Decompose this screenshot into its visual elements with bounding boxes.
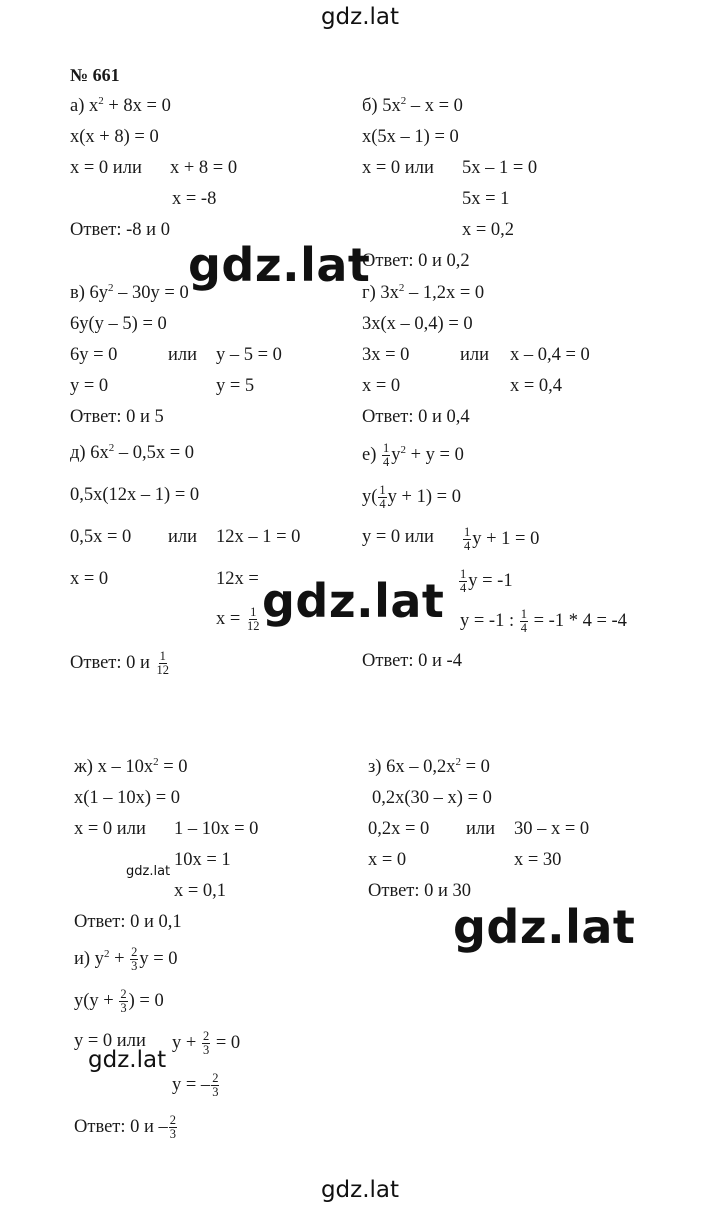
watermark-bottom: gdz.lat: [320, 1177, 400, 1203]
g-line-2: 3x(x – 0,4) = 0: [362, 314, 473, 334]
v-line-1: в) $6y^2 - 30y = 0$: [70, 282, 189, 303]
watermark-big-1: gdz.lat: [188, 238, 371, 292]
b-line-1: б) $5x^2 - x = 0$: [362, 95, 463, 116]
v-line-3a: 6y = 0: [70, 345, 118, 365]
v-line-2: 6y(y – 5) = 0: [70, 314, 167, 334]
i-fraction-4: $\frac{2}{3}$: [212, 1071, 219, 1099]
v-line-4b: y = 5: [216, 376, 255, 396]
watermark-mid: gdz.lat: [88, 1047, 167, 1073]
z-line-3b: или: [466, 819, 496, 839]
g-line-4a: x = 0: [362, 376, 401, 396]
b-line-4: 5x = 1: [462, 189, 510, 209]
d-line-4a: x = 0: [70, 569, 109, 589]
z-line-2: 0,2x(30 – x) = 0: [372, 788, 492, 808]
e-fraction-5: $\frac{1}{4}$: [520, 607, 527, 635]
b-line-2: x(5x – 1) = 0: [362, 127, 459, 147]
d-line-1: д) $6x^2 - 0,5x = 0$: [70, 442, 195, 463]
g-line-3a: 3x = 0: [362, 345, 410, 365]
e-line-3b: $\frac{1}{4}$ y + 1 = 0: [464, 525, 540, 553]
a-line-3b: x + 8 = 0: [170, 158, 238, 178]
d-line-3c: 12x – 1 = 0: [216, 527, 301, 547]
i-line-3a: y = 0 или: [74, 1031, 146, 1051]
d-line-3a: 0,5x = 0: [70, 527, 132, 547]
e-fraction-1: $\frac{1}{4}$: [383, 441, 390, 469]
b-line-5: x = 0,2: [462, 220, 515, 240]
zh-line-4: 10x = 1: [174, 850, 231, 870]
z-answer: Ответ: 0 и 30: [368, 881, 472, 901]
e-fraction-2: $\frac{1}{4}$: [379, 483, 386, 511]
d-answer-fraction: $\frac{1}{12}$: [156, 649, 170, 677]
a-line-1: а) $x^2 + 8x = 0$: [70, 95, 171, 116]
zh-line-2: x(1 – 10x) = 0: [74, 788, 181, 808]
i-line-3b: y + $\frac{2}{3}$ = 0: [172, 1029, 241, 1057]
d-line-5: x = $\frac{1}{12}$: [216, 605, 260, 633]
zh-line-1: ж) $x - 10x^2 = 0$: [74, 756, 188, 777]
i-fraction-2: $\frac{2}{3}$: [120, 987, 127, 1015]
v-line-3c: y – 5 = 0: [216, 345, 282, 365]
z-line-1: з) $6x - 0,2x^2 = 0$: [368, 756, 490, 777]
watermark-top: gdz.lat: [320, 4, 400, 30]
e-line-4: $\frac{1}{4}$ y = -1: [460, 567, 513, 595]
watermark-big-2: gdz.lat: [262, 574, 445, 628]
watermark-small: gdz.lat: [126, 864, 171, 879]
i-fraction-1: $\frac{2}{3}$: [131, 945, 138, 973]
zh-line-3a: x = 0 или: [74, 819, 146, 839]
z-line-3c: 30 – x = 0: [514, 819, 590, 839]
e-fraction-3: $\frac{1}{4}$: [464, 525, 471, 553]
g-line-3b: или: [460, 345, 490, 365]
a-answer: Ответ: -8 и 0: [70, 220, 170, 240]
e-fraction-4: $\frac{1}{4}$: [460, 567, 467, 595]
d-answer: Ответ: 0 и $\frac{1}{12}$: [70, 649, 170, 677]
b-line-3a: x = 0 или: [362, 158, 434, 178]
d-line-2: 0,5x(12x – 1) = 0: [70, 485, 200, 505]
e-line-3a: y = 0 или: [362, 527, 434, 547]
zh-answer: Ответ: 0 и 0,1: [74, 912, 182, 932]
i-line-4: y = – $\frac{2}{3}$: [172, 1071, 219, 1099]
e-answer: Ответ: 0 и -4: [362, 651, 462, 671]
d-fraction: $\frac{1}{12}$: [246, 605, 260, 633]
a-line-2: x(x + 8) = 0: [70, 127, 159, 147]
v-line-3b: или: [168, 345, 198, 365]
z-line-4b: x = 30: [514, 850, 562, 870]
d-line-3b: или: [168, 527, 198, 547]
e-line-5: y = -1 : $\frac{1}{4}$ = -1 * 4 = -4: [460, 607, 627, 635]
b-line-3b: 5x – 1 = 0: [462, 158, 538, 178]
z-line-3a: 0,2x = 0: [368, 819, 430, 839]
b-answer: Ответ: 0 и 0,2: [362, 251, 470, 271]
watermark-big-3: gdz.lat: [453, 900, 636, 954]
i-line-2: y(y + $\frac{2}{3}$ ) = 0: [74, 987, 164, 1015]
i-answer: Ответ: 0 и – $\frac{2}{3}$: [74, 1113, 177, 1141]
a-line-3a: x = 0 или: [70, 158, 142, 178]
i-line-1: и) $y^2$ + $\frac{2}{3}$ y = 0: [74, 945, 178, 973]
g-line-1: г) $3x^2 - 1,2x = 0$: [362, 282, 485, 303]
a-line-4: x = -8: [172, 189, 217, 209]
i-fraction-3: $\frac{2}{3}$: [202, 1029, 210, 1057]
z-line-4a: x = 0: [368, 850, 407, 870]
e-line-1: е) $\frac{1}{4}$ $y^2 + y = 0$: [362, 441, 464, 469]
problem-number: № 661: [70, 65, 120, 85]
g-line-4b: x = 0,4: [510, 376, 563, 396]
g-answer: Ответ: 0 и 0,4: [362, 407, 470, 427]
i-answer-fraction: $\frac{2}{3}$: [169, 1113, 177, 1141]
g-line-3c: x – 0,4 = 0: [510, 345, 590, 365]
v-answer: Ответ: 0 и 5: [70, 407, 164, 427]
v-line-4a: y = 0: [70, 376, 109, 396]
zh-line-5: x = 0,1: [174, 881, 227, 901]
d-line-4b: 12x =: [216, 569, 259, 589]
zh-line-3b: 1 – 10x = 0: [174, 819, 259, 839]
e-line-2: y( $\frac{1}{4}$ y + 1) = 0: [362, 483, 461, 511]
